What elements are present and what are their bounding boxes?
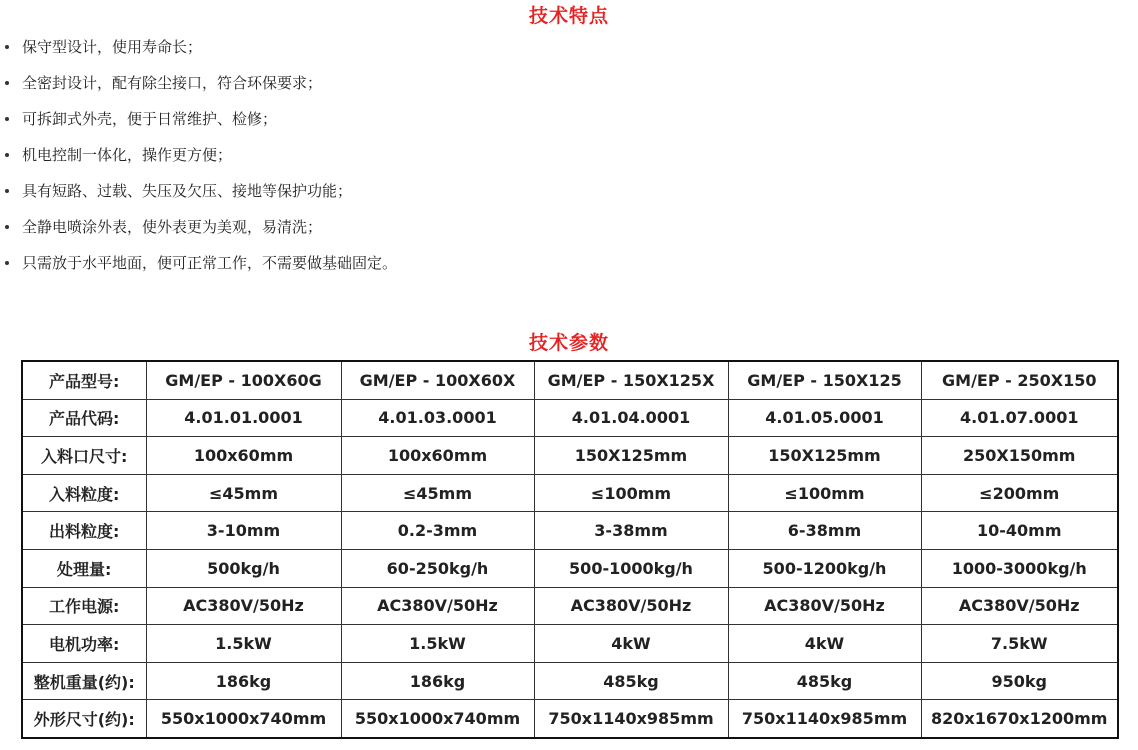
feature-text: 可拆卸式外壳，便于日常维护、检修； <box>22 110 278 128</box>
table-cell: 4.01.07.0001 <box>921 399 1118 437</box>
table-cell: 4.01.01.0001 <box>146 399 341 437</box>
table-cell: 4.01.04.0001 <box>534 399 728 437</box>
table-cell: 1.5kW <box>146 625 341 663</box>
feature-item <box>0 248 397 284</box>
params-title: 技术参数 <box>528 332 609 354</box>
table-cell: 0.2-3mm <box>341 512 534 550</box>
feature-text: 全密封设计，配有除尘接口，符合环保要求； <box>22 74 323 92</box>
table-cell: 750x1140x985mm <box>534 700 728 738</box>
table-cell: 750x1140x985mm <box>728 700 921 738</box>
table-cell: AC380V/50Hz <box>341 587 534 625</box>
row-label: 产品代码: <box>22 399 146 437</box>
features-list <box>0 32 397 284</box>
feature-item <box>0 104 397 140</box>
table-cell: 950kg <box>921 662 1118 700</box>
bullet-icon <box>5 117 9 121</box>
table-cell: GM/EP - 150X125 <box>728 361 921 399</box>
table-cell: 1.5kW <box>341 625 534 663</box>
bullet-icon <box>5 153 9 157</box>
row-label: 电机功率: <box>22 625 146 663</box>
table-cell: GM/EP - 100X60G <box>146 361 341 399</box>
table-cell: 10-40mm <box>921 512 1118 550</box>
table-cell: 550x1000x740mm <box>146 700 341 738</box>
feature-text: 只需放于水平地面，便可正常工作，不需要做基础固定。 <box>22 254 398 272</box>
row-label: 处理量: <box>22 549 146 587</box>
row-label: 入料粒度: <box>22 474 146 512</box>
table-row <box>22 662 1118 700</box>
table-cell: GM/EP - 250X150 <box>921 361 1118 399</box>
table-cell: ≤45mm <box>146 474 341 512</box>
table-row <box>22 361 1118 399</box>
table-cell: GM/EP - 100X60X <box>341 361 534 399</box>
feature-text: 机电控制一体化，操作更方便； <box>22 146 233 164</box>
row-label: 产品型号: <box>22 361 146 399</box>
table-cell: 150X125mm <box>534 437 728 475</box>
row-label: 出料粒度: <box>22 512 146 550</box>
table-cell: ≤100mm <box>728 474 921 512</box>
params-table <box>21 360 1119 739</box>
feature-item <box>0 68 397 104</box>
table-row <box>22 587 1118 625</box>
table-cell: 6-38mm <box>728 512 921 550</box>
table-row <box>22 549 1118 587</box>
table-cell: ≤200mm <box>921 474 1118 512</box>
feature-text: 具有短路、过载、失压及欠压、接地等保护功能； <box>22 182 353 200</box>
table-cell: 3-10mm <box>146 512 341 550</box>
feature-item <box>0 140 397 176</box>
table-row <box>22 437 1118 475</box>
features-title: 技术特点 <box>528 5 609 27</box>
table-cell: 7.5kW <box>921 625 1118 663</box>
feature-item <box>0 32 397 68</box>
table-cell: AC380V/50Hz <box>534 587 728 625</box>
bullet-icon <box>5 189 9 193</box>
table-cell: 186kg <box>341 662 534 700</box>
table-cell: 4kW <box>728 625 921 663</box>
feature-text: 保守型设计，使用寿命长； <box>22 38 203 56</box>
table-cell: 250X150mm <box>921 437 1118 475</box>
table-cell: AC380V/50Hz <box>728 587 921 625</box>
feature-item <box>0 212 397 248</box>
table-cell: 4.01.05.0001 <box>728 399 921 437</box>
table-cell: 4.01.03.0001 <box>341 399 534 437</box>
table-cell: 3-38mm <box>534 512 728 550</box>
table-cell: 500-1200kg/h <box>728 549 921 587</box>
row-label: 工作电源: <box>22 587 146 625</box>
table-row <box>22 399 1118 437</box>
table-cell: 485kg <box>728 662 921 700</box>
table-cell: 186kg <box>146 662 341 700</box>
feature-item <box>0 176 397 212</box>
table-cell: 550x1000x740mm <box>341 700 534 738</box>
row-label: 入料口尺寸: <box>22 437 146 475</box>
table-cell: AC380V/50Hz <box>146 587 341 625</box>
row-label: 外形尺寸(约): <box>22 700 146 738</box>
table-cell: 100x60mm <box>341 437 534 475</box>
table-cell: 500kg/h <box>146 549 341 587</box>
table-cell: 60-250kg/h <box>341 549 534 587</box>
row-label: 整机重量(约): <box>22 662 146 700</box>
table-cell: 820x1670x1200mm <box>921 700 1118 738</box>
bullet-icon <box>5 261 9 265</box>
table-row <box>22 512 1118 550</box>
table-cell: ≤45mm <box>341 474 534 512</box>
bullet-icon <box>5 81 9 85</box>
table-cell: 150X125mm <box>728 437 921 475</box>
bullet-icon <box>5 225 9 229</box>
table-row <box>22 474 1118 512</box>
bullet-icon <box>5 45 9 49</box>
feature-text: 全静电喷涂外表，使外表更为美观，易清洗； <box>22 218 323 236</box>
table-cell: 4kW <box>534 625 728 663</box>
table-cell: ≤100mm <box>534 474 728 512</box>
table-cell: 100x60mm <box>146 437 341 475</box>
table-cell: GM/EP - 150X125X <box>534 361 728 399</box>
table-row <box>22 625 1118 663</box>
table-cell: AC380V/50Hz <box>921 587 1118 625</box>
table-cell: 485kg <box>534 662 728 700</box>
table-row <box>22 700 1118 738</box>
table-cell: 500-1000kg/h <box>534 549 728 587</box>
table-cell: 1000-3000kg/h <box>921 549 1118 587</box>
